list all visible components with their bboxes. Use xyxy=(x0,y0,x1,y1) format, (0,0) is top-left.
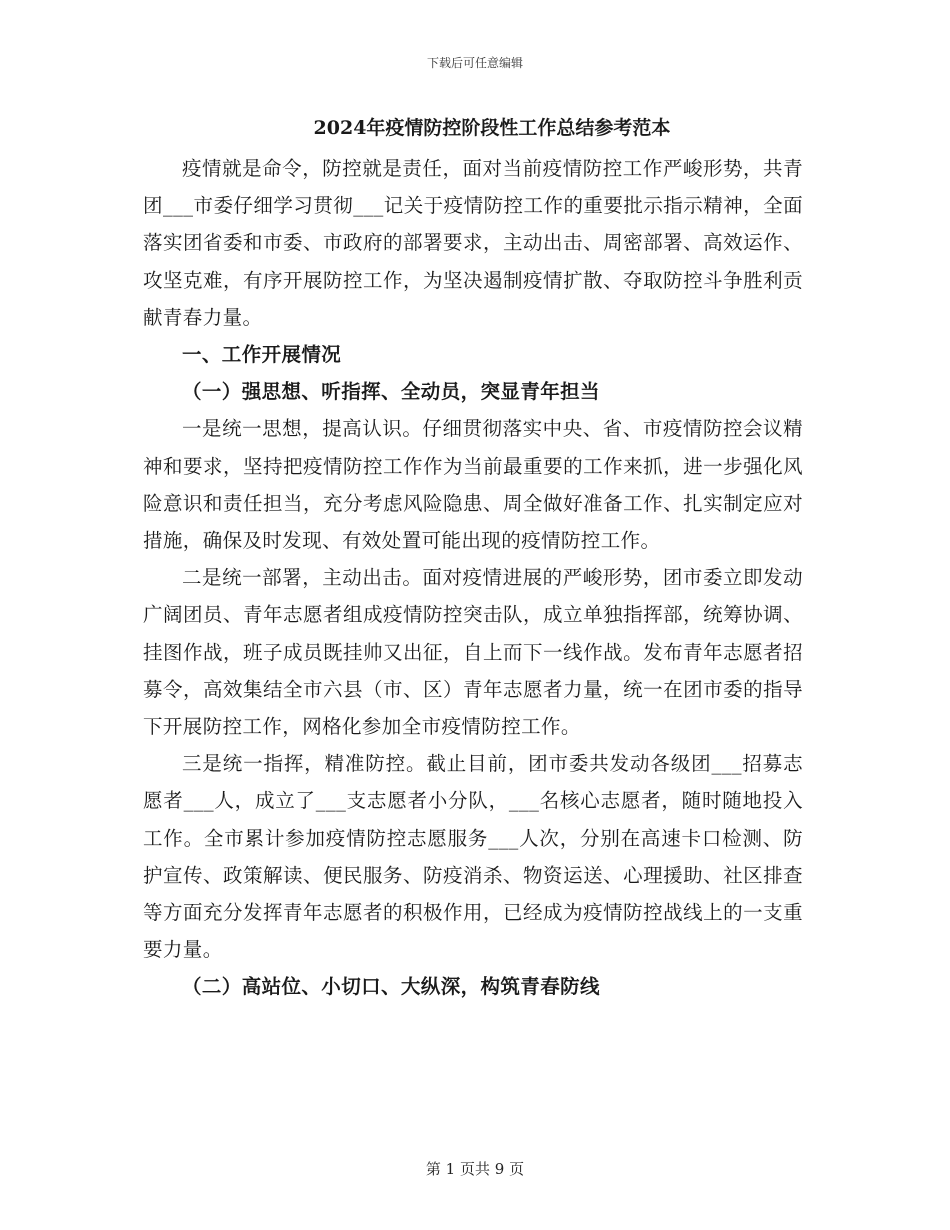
subsection-heading-2: （二）高站位、小切口、大纵深，构筑青春防线 xyxy=(182,975,600,999)
paragraph-1: 一是统一思想，提高认识。仔细贯彻落实中央、省、市疫情防控会议精神和要求，坚持把疫情防控工作作为当前最重要的工作来抓，进一步强化风险意识和责任担当，充分考虑风险隐患、周全做好准备工作、扎实制定应对措施，确保及时发现、有效处置可能出现的疫情防控工作。 xyxy=(143,417,803,553)
page-number: 第 1 页共 9 页 xyxy=(425,1160,525,1178)
paragraph-2: 二是统一部署，主动出击。面对疫情进展的严峻形势，团市委立即发动广阔团员、青年志愿者组成疫情防控突击队，成立单独指挥部，统筹协调、挂图作战，班子成员既挂帅又出征，自上而下一线作战。发布青年志愿者招募令，高效集结全市六县（市、区）青年志愿者力量，统一在团市委的指导下开展防控工作，网格化参加全市疫情防控工作。 xyxy=(143,566,803,739)
document-title: 2024年疫情防控阶段性工作总结参考范本 xyxy=(313,117,671,139)
document-body xyxy=(143,114,803,1006)
intro-paragraph: 疫情就是命令，防控就是责任，面对当前疫情防控工作严峻形势，共青团___市委仔细学习贯彻___记关于疫情防控工作的重要批示指示精神，全面落实团省委和市委、市政府的部署要求，主动出击、周密部署、高效运作、攻坚克难，有序开展防控工作，为坚决遏制疫情扩散、夺取防控斗争胜利贡献青春力量。 xyxy=(143,157,803,329)
header-note: 下载后可任意编辑 xyxy=(426,56,523,70)
subsection-heading-1: （一）强思想、听指挥、全动员，突显青年担当 xyxy=(182,380,600,404)
paragraph-3: 三是统一指挥，精准防控。截止目前，团市委共发动各级团___招募志愿者___人，成立了___支志愿者小分队，___名核心志愿者，随时随地投入工作。全市累计参加疫情防控志愿服务___人次，分别在高速卡口检测、防护宣传、政策解读、便民服务、防疫消杀、物资运送、心理援助、社区排查等方面充分发挥青年志愿者的积极作用，已经成为疫情防控战线上的一支重要力量。 xyxy=(143,752,803,962)
section-heading-1: 一、工作开展情况 xyxy=(182,343,342,367)
